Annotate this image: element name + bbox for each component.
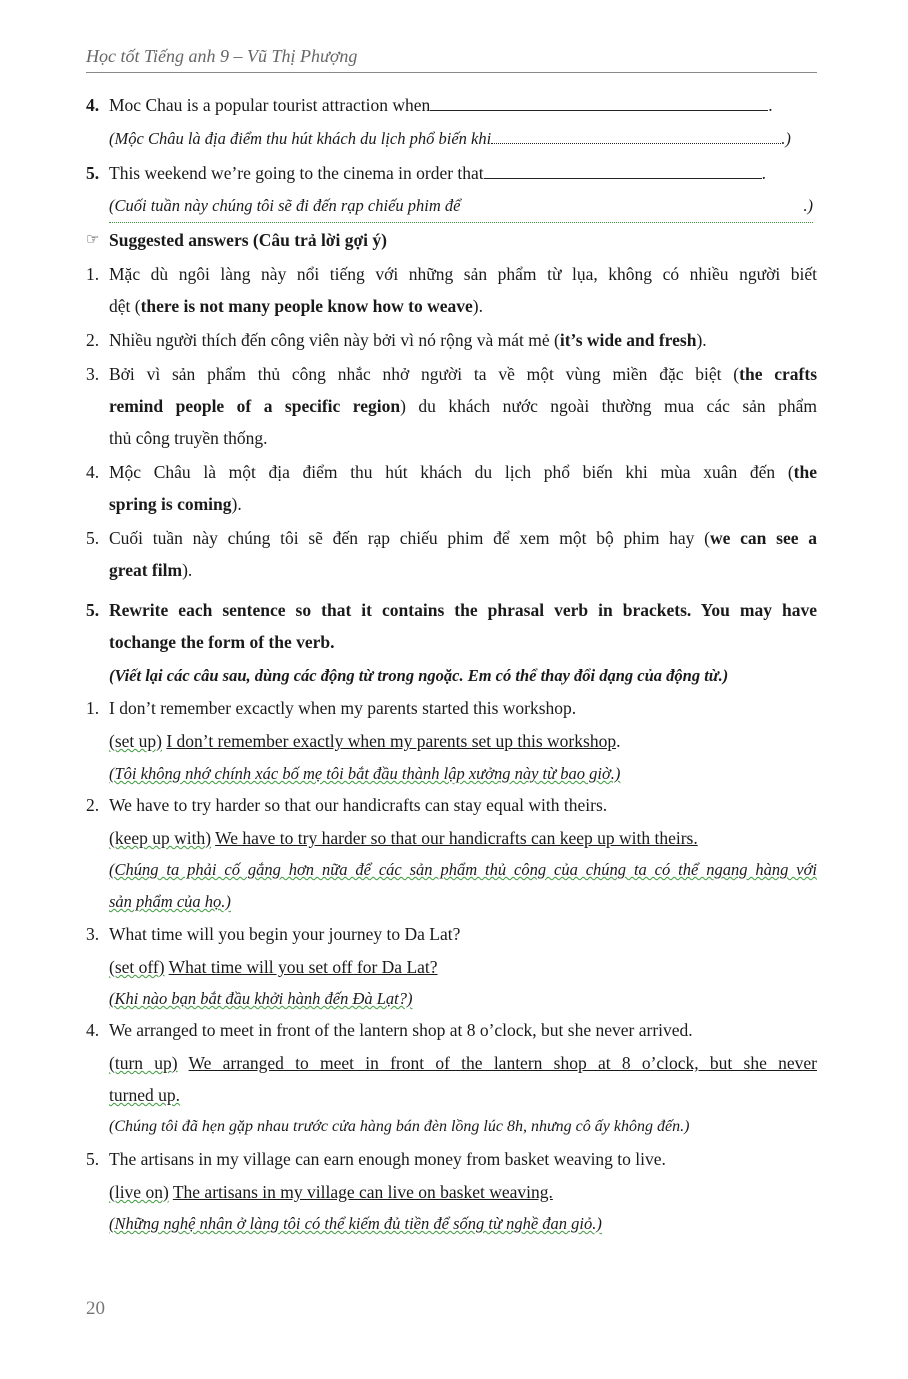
exercise-item-5-translation	[86, 190, 817, 222]
question-2	[86, 789, 817, 821]
question-2-translation-cont	[86, 886, 817, 918]
phrasal-verb: (keep up with)	[109, 828, 212, 848]
answer-number: 4.	[86, 462, 100, 482]
answer-text: ).	[231, 494, 242, 514]
rewritten-sentence: turned up.	[109, 1085, 180, 1105]
question-2-answer	[86, 822, 817, 854]
phrasal-verb: (set off)	[109, 957, 165, 977]
pointing-hand-icon: ☞	[86, 232, 100, 248]
original-sentence: We arranged to meet in front of the lantern shop at 8 o’clock, but she never arrived.	[109, 1020, 693, 1040]
translation: (Những nghệ nhân ở làng tôi có thể kiếm đủ tiền để sống từ nghề đan giỏ.)	[109, 1214, 602, 1233]
answer-key: it’s wide and fresh	[559, 330, 697, 350]
question-number: 2.	[86, 795, 100, 815]
answer-key: remind people of a specific region	[109, 396, 401, 416]
item-end: .	[768, 95, 773, 115]
answer-number: 3.	[86, 364, 100, 384]
page-number: 20	[86, 1298, 105, 1319]
question-number: 5.	[86, 1149, 100, 1169]
exercise-5-heading-cont	[86, 626, 817, 658]
question-5-answer	[86, 1176, 817, 1208]
exercise-5-subtitle	[86, 660, 817, 692]
answer-text: Mặc dù ngôi làng này nổi tiếng với những sản phẩm từ lụa, không có nhiều người biết	[109, 264, 817, 284]
answer-2	[86, 324, 817, 356]
item-text: Moc Chau is a popular tourist attraction when	[109, 95, 431, 115]
answer-text: dệt (	[109, 296, 141, 316]
translation: (Chúng ta phải cố gắng hơn nữa để các sản phẩm thủ công của chúng ta có thể ngang hàng với	[109, 860, 817, 879]
running-header: Học tốt Tiếng anh 9 – Vũ Thị Phượng	[86, 44, 817, 73]
translation: (Tôi không nhớ chính xác bố mẹ tôi bắt đầu thành lập xưởng này từ bao giờ.)	[109, 764, 621, 783]
question-3-translation	[86, 983, 817, 1015]
exercise-item-4	[86, 89, 817, 121]
question-number: 1.	[86, 698, 100, 718]
question-5	[86, 1143, 817, 1175]
answer-text: Nhiều người thích đến công viên này bởi vì nó rộng và mát mẻ (	[109, 330, 560, 350]
phrasal-verb: (live on)	[109, 1182, 169, 1202]
translation: (Chúng tôi đã hẹn gặp nhau trước cửa hàng bán đèn lồng lúc 8h, nhưng cô ấy không đến.)	[109, 1118, 690, 1135]
translation-blank	[491, 123, 781, 144]
answer-key: spring is coming	[109, 494, 232, 514]
question-3-answer	[86, 951, 817, 983]
question-2-translation	[86, 854, 817, 886]
answer-text: Cuối tuần này chúng tôi sẽ đến rạp chiếu phim để xem một bộ phim hay (	[109, 528, 711, 548]
exercise-item-4-translation	[86, 123, 817, 155]
answer-5-cont	[86, 554, 817, 586]
answer-1-cont	[86, 290, 817, 322]
translation-text: (Cuối tuần này chúng tôi sẽ đi đến rạp chiếu phim để	[109, 196, 461, 215]
answer-1	[86, 258, 817, 290]
answer-key: there is not many people know how to weave	[140, 296, 473, 316]
translation-end: .)	[781, 129, 791, 148]
answer-key: we can see a	[710, 528, 817, 548]
rewritten-sentence: We arranged to meet in front of the lantern shop at 8 o’clock, but she never	[188, 1053, 817, 1073]
question-4-translation	[86, 1111, 817, 1143]
item-end: .	[761, 163, 767, 183]
rewritten-sentence: What time will you set off for Da Lat?	[168, 957, 438, 977]
original-sentence: The artisans in my village can earn enough money from basket weaving to live.	[109, 1149, 666, 1169]
answer-3	[86, 358, 817, 390]
suggested-answers-title: Suggested answers (Câu trả lời gợi ý)	[109, 230, 387, 250]
answer-blank[interactable]	[484, 158, 762, 179]
answer-3-cont	[86, 390, 817, 422]
item-number: 5.	[86, 163, 100, 183]
question-1-answer	[86, 725, 817, 757]
answer-text: Mộc Châu là một địa điểm thu hút khách du lịch phổ biến khi mùa xuân đến (	[109, 462, 794, 482]
phrasal-verb: (set up)	[109, 731, 162, 751]
answer-text: ).	[696, 330, 707, 350]
answer-5	[86, 522, 817, 554]
original-sentence: I don’t remember excactly when my parents started this workshop.	[109, 698, 577, 718]
rewritten-sentence: We have to try harder so that our handicrafts can keep up with theirs.	[215, 828, 698, 848]
exercise-number: 5.	[86, 600, 100, 620]
exercise-title: tochange the form of the verb.	[109, 632, 335, 652]
item-number: 4.	[86, 95, 100, 115]
item-text: This weekend we’re going to the cinema in order that	[109, 163, 484, 183]
original-sentence: We have to try harder so that our handicrafts can stay equal with theirs.	[109, 795, 608, 815]
question-number: 4.	[86, 1020, 100, 1040]
translation-end: .)	[803, 196, 813, 215]
suggested-answers-heading	[86, 224, 817, 256]
answer-4	[86, 456, 817, 488]
answer-blank[interactable]	[430, 90, 768, 111]
question-4	[86, 1014, 817, 1046]
answer-number: 2.	[86, 330, 100, 350]
answer-text: ).	[472, 296, 483, 316]
question-1	[86, 692, 817, 724]
exercise-subtitle: (Viết lại các câu sau, dùng các động từ trong ngoặc. Em có thể thay đổi dạng của động từ.)	[109, 666, 729, 685]
question-4-answer-cont	[86, 1079, 817, 1111]
question-3	[86, 918, 817, 950]
answer-number: 1.	[86, 264, 100, 284]
answer-text: thủ công truyền thống.	[109, 428, 268, 448]
question-1-translation	[86, 758, 817, 790]
answer-text: ) du khách nước ngoài thường mua các sản phẩm	[400, 396, 817, 416]
answer-key: the crafts	[739, 364, 818, 384]
exercise-item-5	[86, 157, 817, 189]
answer-3-cont2	[86, 422, 817, 454]
question-4-answer	[86, 1047, 817, 1079]
translation-text: (Mộc Châu là địa điểm thu hút khách du lịch phổ biến khi	[109, 129, 492, 148]
rewritten-sentence: The artisans in my village can live on basket weaving.	[172, 1182, 553, 1202]
phrasal-verb: (turn up)	[109, 1053, 178, 1073]
question-5-translation	[86, 1208, 817, 1240]
answer-key: the	[793, 462, 817, 482]
exercise-5-heading	[86, 594, 817, 626]
answer-4-cont	[86, 488, 817, 520]
translation: sản phẩm của họ.)	[109, 892, 231, 911]
exercise-title: Rewrite each sentence so that it contains the phrasal verb in brackets. You may have	[109, 600, 817, 620]
sentence-end: .	[616, 731, 621, 751]
answer-key: great film	[109, 560, 183, 580]
rewritten-sentence: I don’t remember exactly when my parents set up this workshop	[166, 731, 617, 751]
original-sentence: What time will you begin your journey to Da Lat?	[109, 924, 461, 944]
answer-number: 5.	[86, 528, 100, 548]
answer-text: Bởi vì sản phẩm thủ công nhắc nhở người ta về một vùng miền đặc biệt (	[109, 364, 740, 384]
translation: (Khi nào bạn bắt đầu khởi hành đến Đà Lạt?)	[109, 989, 413, 1008]
question-number: 3.	[86, 924, 100, 944]
answer-text: ).	[182, 560, 193, 580]
